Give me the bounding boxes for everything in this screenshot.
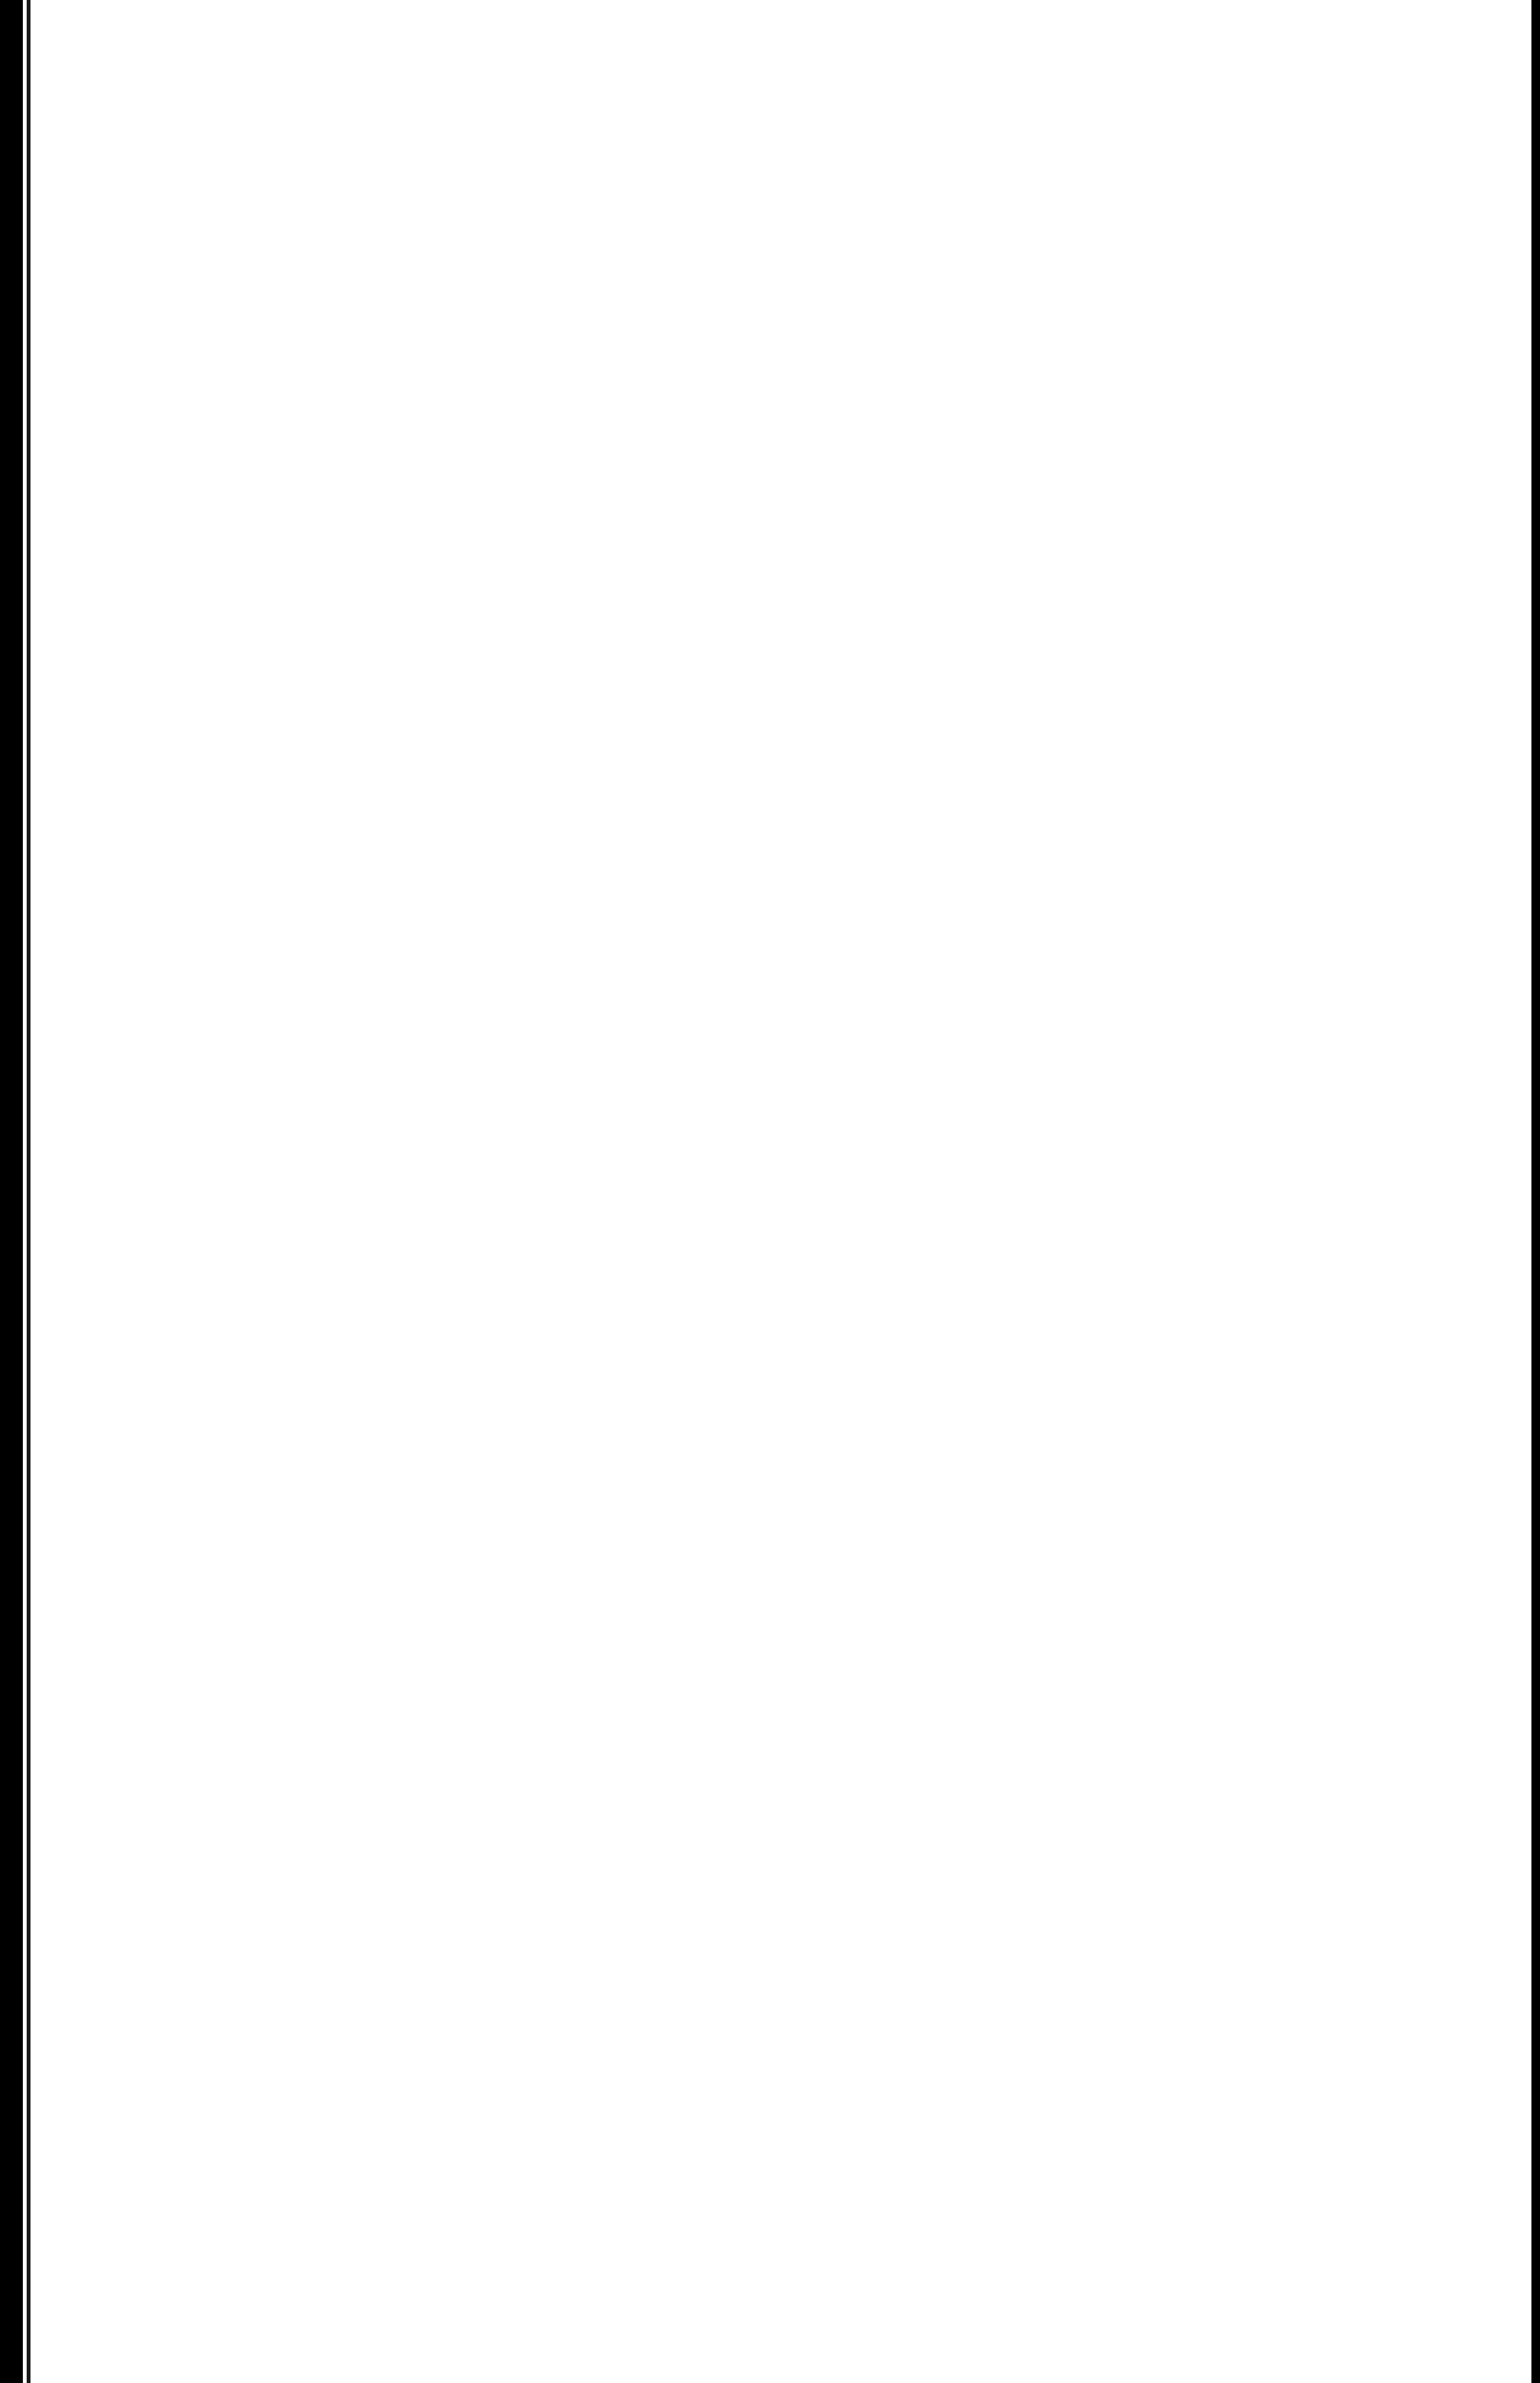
ratio-row-sulfuric-60 <box>192 458 1311 503</box>
ratio-table <box>192 278 1311 503</box>
scan-left-edge-line <box>27 0 30 2383</box>
ratio-row-sulfuric-66 <box>192 413 1311 458</box>
ratio-row-tartaric <box>192 278 1311 323</box>
scan-right-edge <box>1531 0 1540 2383</box>
ratio-row-oxalic <box>192 323 1311 368</box>
text-line-italic <box>192 503 1311 549</box>
ratio-row-sulfuric-anhydride <box>192 368 1311 413</box>
body-text <box>192 278 1311 549</box>
scan-left-edge <box>0 0 23 2383</box>
